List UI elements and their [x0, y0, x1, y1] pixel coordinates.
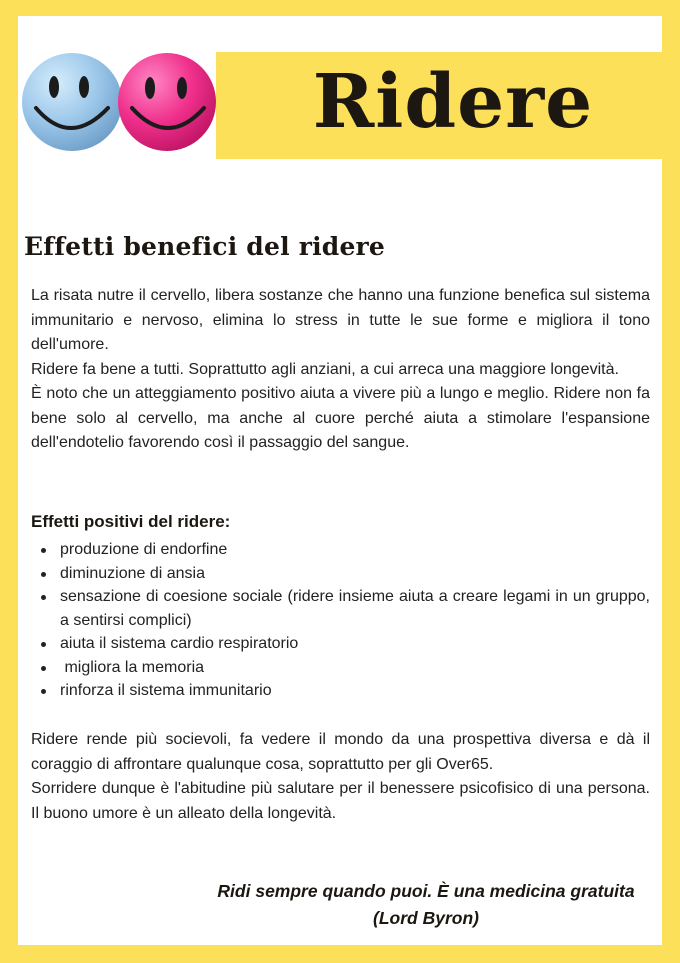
quote-author: (Lord Byron)	[373, 908, 479, 928]
list-item: aiuta il sistema cardio respiratorio	[31, 632, 650, 656]
effects-heading: Effetti positivi del ridere:	[31, 512, 231, 531]
pink-smiley-icon	[118, 53, 216, 151]
quote-text: Ridi sempre quando puoi. È una medicina gratuita	[217, 881, 635, 901]
effects-list	[31, 538, 650, 703]
list-item: diminuzione di ansia	[31, 562, 650, 586]
closing-text	[31, 728, 650, 826]
intro-paragraph: La risata nutre il cervello, libera sostanze che hanno una funzione benefica sul sistema immunitario e nervoso, elimina lo stress in tutte le sue forme e migliora il tono dell'umore.	[31, 287, 650, 353]
list-item: sensazione di coesione sociale (ridere insieme aiuta a creare legami in un gruppo, a sentirsi complici)	[31, 585, 650, 632]
blue-smiley-icon	[22, 53, 122, 151]
title-banner	[216, 52, 680, 159]
list-item: migliora la memoria	[31, 656, 650, 680]
intro-paragraph: È noto che un atteggiamento positivo aiuta a vivere più a lungo e meglio. Ridere non fa bene solo al cervello, ma anche al cuore perché aiuta a stimolare l'espansione dell'endotelio favorendo così il passaggio del sangue.	[31, 385, 650, 451]
closing-paragraph: Ridere rende più socievoli, fa vedere il mondo da una prospettiva diversa e dà il coraggio di affrontare qualunque cosa, soprattutto per gli Over65.	[31, 731, 650, 773]
intro-text	[31, 284, 650, 456]
closing-paragraph: Sorridere dunque è l'abitudine più salutare per il benessere psicofisico di una persona. Il buono umore è un alleato della longevità.	[31, 780, 650, 822]
list-item: rinforza il sistema immunitario	[31, 679, 650, 703]
intro-paragraph: Ridere fa bene a tutti. Soprattutto agli anziani, a cui arreca una maggiore longevità.	[31, 360, 619, 378]
page-title: Ridere	[312, 58, 594, 145]
list-item: produzione di endorfine	[31, 538, 650, 562]
section-heading: Effetti benefici del ridere	[24, 232, 386, 261]
quote-block	[200, 878, 652, 932]
smileys-illustration	[22, 50, 218, 154]
